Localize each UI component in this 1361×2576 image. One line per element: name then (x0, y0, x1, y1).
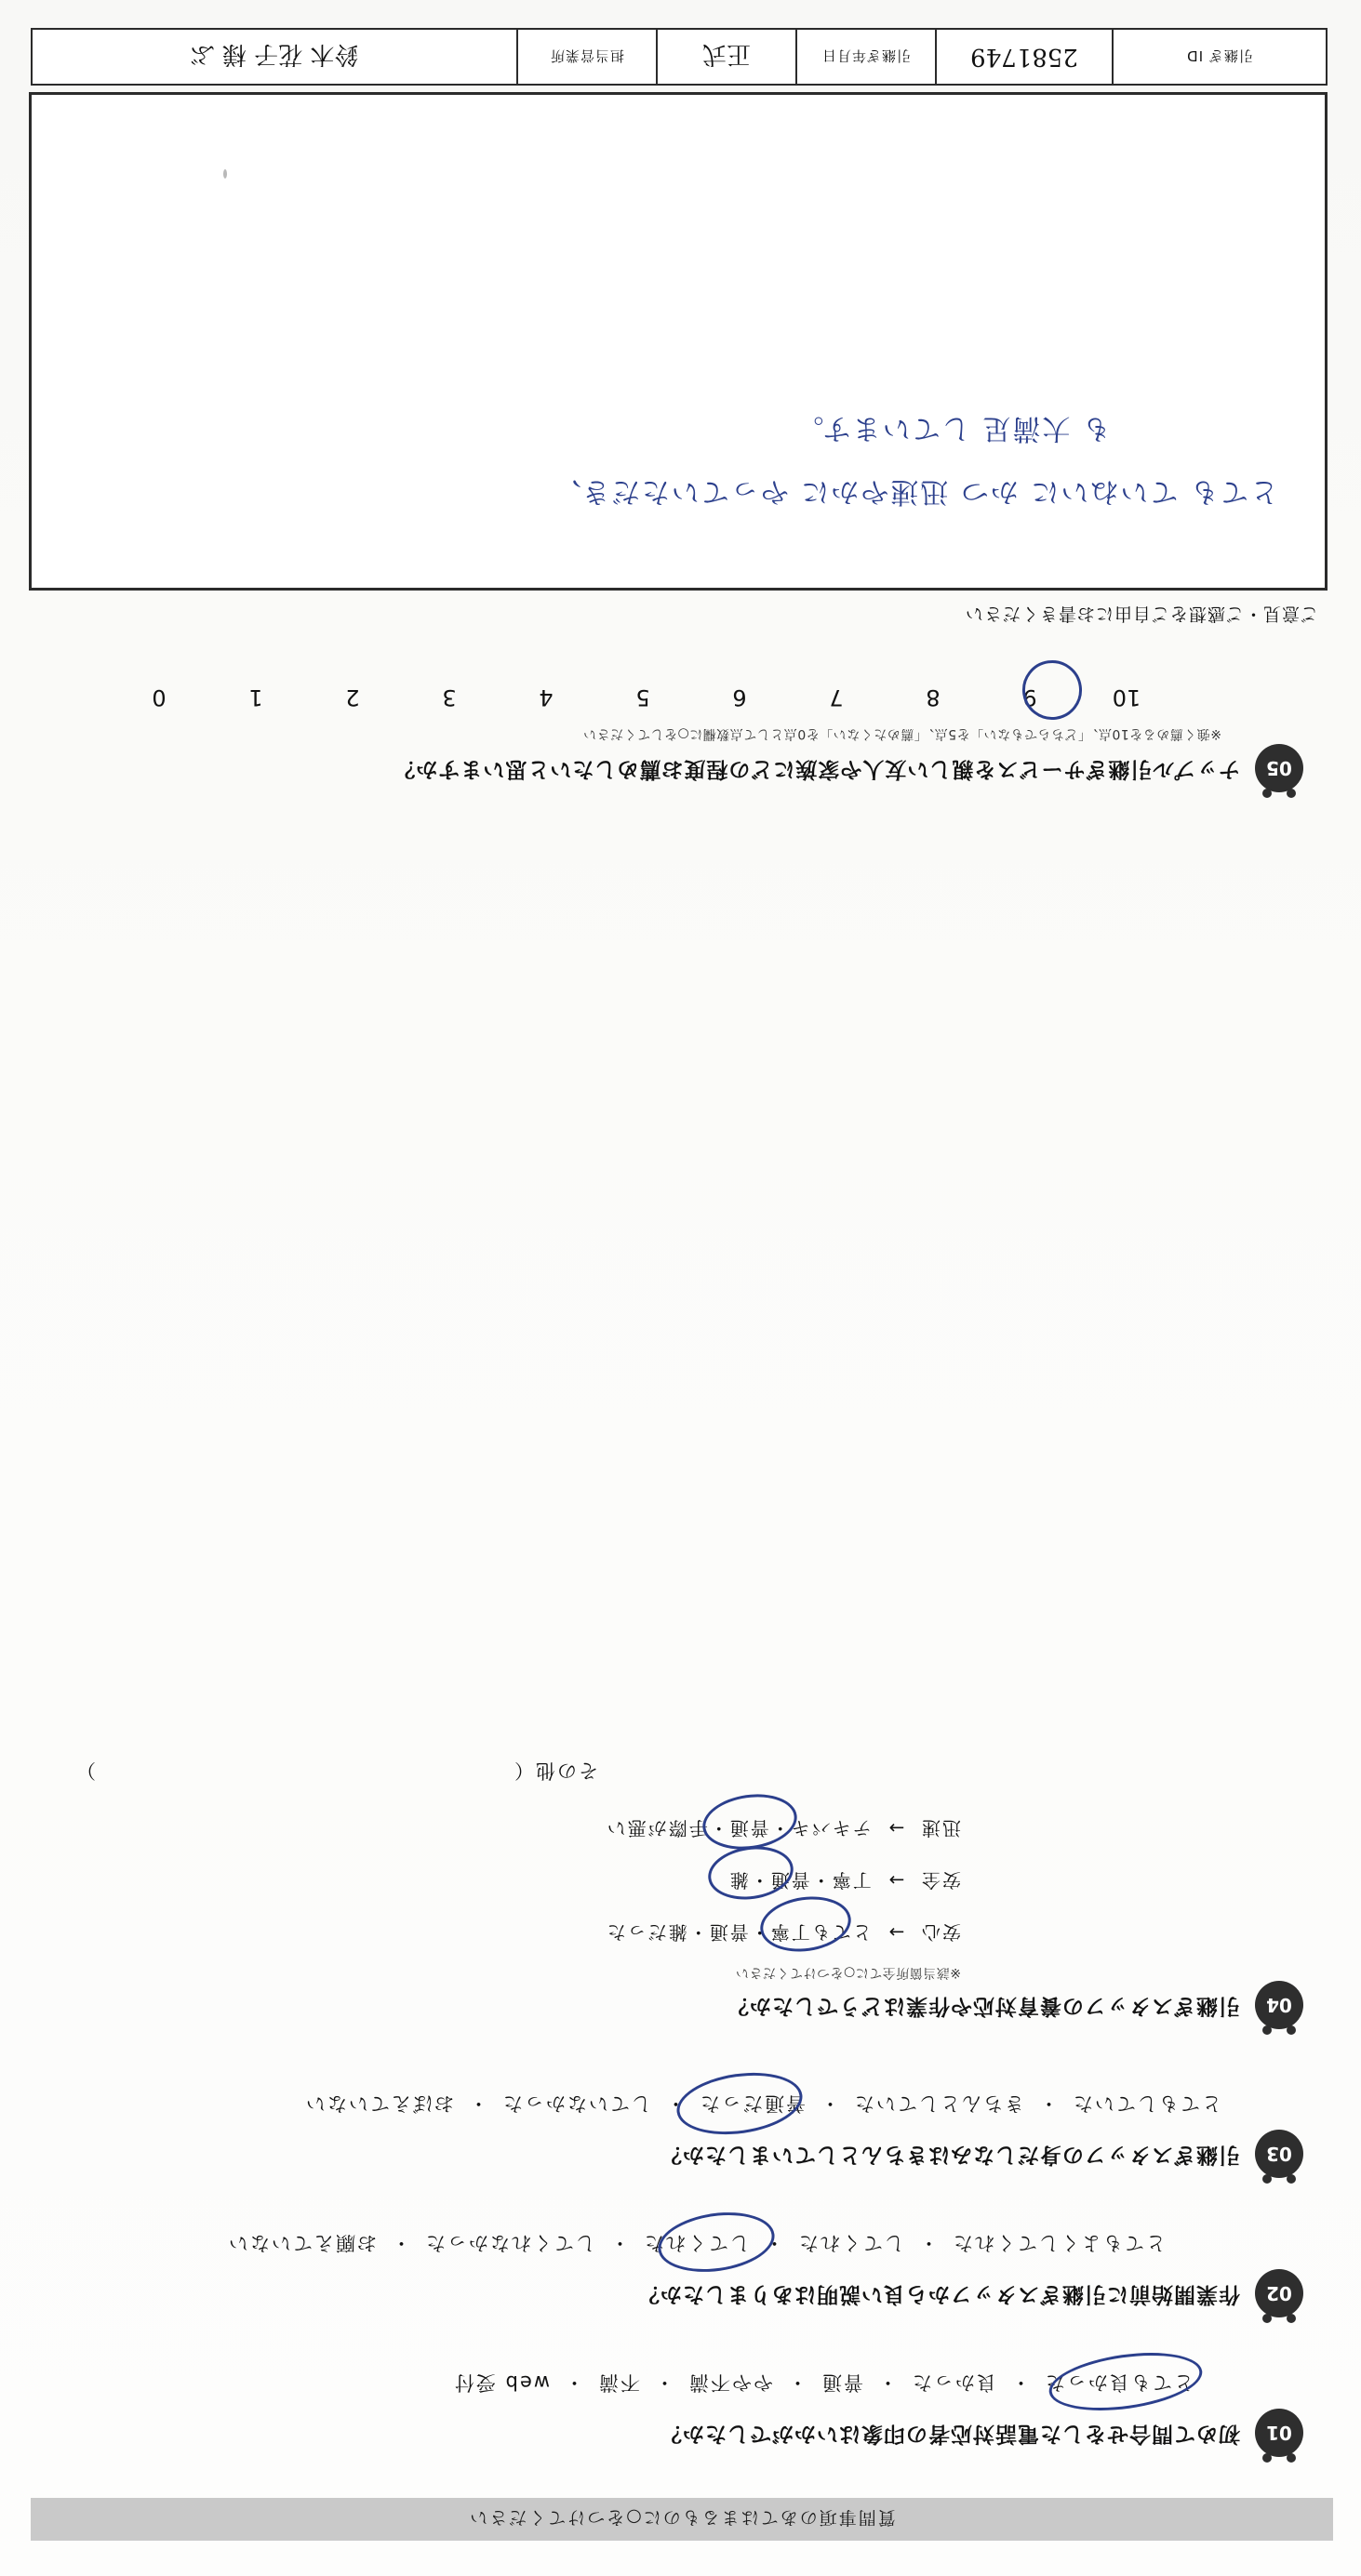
question-04-row-0-option-1[interactable]: 普通 (707, 1921, 749, 1944)
question-02-options: とてもよくしてくれた・してくれた・してくれた・してくれなかった・お願えていない (227, 2232, 1166, 2254)
question-04-row-1-option-1[interactable]: 普通 (768, 1869, 810, 1892)
question-02-badge: 02 (1255, 2269, 1303, 2317)
question-03-option-2[interactable]: 普通だった (699, 2092, 806, 2115)
question-04-note: ※該当箇所全てに○をつけてください (735, 1965, 961, 1980)
question-05-scale-6[interactable]: 6 (732, 684, 747, 710)
question-05-scale-7[interactable]: 7 (829, 684, 844, 710)
question-02-option-1[interactable]: してくれた (797, 2232, 904, 2254)
question-01-option-4[interactable]: 不満 (597, 2371, 640, 2394)
comment-box[interactable] (29, 92, 1328, 591)
question-03-option-4[interactable]: おぼえていない (304, 2092, 454, 2115)
question-03-options: とてもしていた・きちんとしていた・普通だった・していなかった・おぼえていない (304, 2092, 1221, 2115)
question-01-option-3[interactable]: やや不満 (687, 2371, 773, 2394)
question-05-scale-3[interactable]: 3 (442, 684, 457, 710)
question-01-option-1[interactable]: 良かった (911, 2371, 996, 2394)
question-02-text: 作業開始前に引継ぎスタッフから良い説明はありましたか？ (637, 2282, 1240, 2306)
header-type-label: 引継ぎ年月日 (821, 47, 912, 65)
question-04-row-2: 迅速 → テキパキ・普通・手際が悪い (605, 1817, 961, 1839)
question-04-other[interactable] (513, 1758, 598, 1786)
question-04-row-2-option-0[interactable]: テキパキ (789, 1817, 872, 1839)
question-03-option-3[interactable]: していなかった (501, 2092, 651, 2115)
question-01-badge: 01 (1255, 2409, 1303, 2457)
question-01-option-5[interactable]: web 受付 (452, 2371, 550, 2394)
instruction-banner (31, 2498, 1333, 2541)
question-04-row-0: 安心 → とても丁寧・普通・雑だった (605, 1921, 961, 1944)
question-05-badge: 05 (1255, 744, 1303, 792)
question-04-row-2-option-1[interactable]: 普通 (727, 1817, 769, 1839)
header-id-value-cell (935, 30, 1112, 84)
comment-label: ご意見・ご感想をご自由にお書きください (964, 604, 1318, 624)
question-02-option-2[interactable]: してくれた (643, 2232, 750, 2254)
question-04-text: 引継ぎスタッフの養育対応や作業はどうでしたか？ (727, 1994, 1240, 2018)
question-04-row-0-option-0[interactable]: とても丁寧 (768, 1921, 872, 1944)
header-id-label-cell (1112, 30, 1326, 84)
header-name-value: 鈴木 花子 様 ぶ (190, 40, 359, 69)
question-04-row-1-option-0[interactable]: 丁寧 (830, 1869, 872, 1892)
header-type-value-cell (656, 30, 795, 84)
question-05-scale-5[interactable]: 5 (635, 684, 650, 710)
header-office-label-cell (516, 30, 656, 84)
question-03-text: 引継ぎスタッフの身だしなみはきちんとしていましたか？ (660, 2143, 1240, 2167)
question-04-row-0-label: 安心 (920, 1921, 961, 1944)
question-05-note: ※強く薦めるを10点、「どちらでもない」を5点、「薦めたくない」を0点として点数欄に○をしてください (582, 726, 1221, 741)
question-04 (0, 1759, 1361, 2037)
question-04-row-1-label: 安全 (920, 1869, 961, 1892)
header-row (31, 28, 1328, 86)
comment-handwriting-line-2: も 大満足 しています。 (794, 412, 1111, 445)
question-01-options: とても良かった・良かった・普通・やや不満・不満・web 受付 (452, 2371, 1194, 2394)
question-05-scale-2[interactable]: 2 (345, 684, 360, 710)
question-05-scale-8[interactable]: 8 (926, 684, 941, 710)
question-05-text: ナップル引継ぎサービスを親しい友人や家族にどの程度お薦めしたいと思いますか？ (393, 757, 1240, 781)
question-04-row-0-option-2[interactable]: 雑だった (605, 1921, 687, 1944)
question-05-scale-1[interactable]: 1 (248, 684, 263, 710)
question-05-scale-4[interactable]: 4 (539, 684, 554, 710)
header-id-value: 2581749 (970, 43, 1078, 71)
header-name-cell (33, 30, 516, 84)
question-03-option-1[interactable]: きちんとしていた (853, 2092, 1024, 2115)
question-05 (0, 684, 1361, 800)
question-02-option-0[interactable]: とてもよくしてくれた (952, 2232, 1166, 2254)
scan-speck (223, 169, 227, 179)
header-type-value: 正式 (702, 40, 752, 69)
comment-handwriting-line-1: とても ていねいに かつ 迅速やかに やっていただき、 (552, 475, 1278, 508)
question-04-badge: 04 (1255, 1981, 1303, 2029)
instruction-banner-text: 質問事項のあてはまるものに○をつけてください (468, 2507, 896, 2529)
question-05-scale (111, 684, 1175, 710)
question-03-option-0[interactable]: とてもしていた (1072, 2092, 1221, 2115)
question-04-row-2-option-2[interactable]: 手際が悪い (605, 1817, 708, 1839)
question-04-row-1: 安全 → 丁寧・普通・雑 (727, 1869, 961, 1892)
question-04-other-label: その他（ (513, 1759, 598, 1782)
question-01-text: 初めて問合せをした電話対応者の印象はいかがでしたか？ (660, 2422, 1240, 2446)
question-01 (0, 2371, 1361, 2464)
question-02-option-3[interactable]: してくれなかった (424, 2232, 595, 2254)
question-02 (0, 2232, 1361, 2325)
question-05-scale-9[interactable]: 9 (1022, 684, 1037, 710)
question-04-other-close: ） (74, 1759, 96, 1782)
header-type-label-cell (795, 30, 935, 84)
question-04-row-1-option-2[interactable]: 雑 (727, 1869, 749, 1892)
header-id-label: 引継ぎ ID (1186, 47, 1253, 65)
question-01-option-2[interactable]: 普通 (821, 2371, 863, 2394)
question-01-option-0[interactable]: とても良かった (1044, 2371, 1194, 2394)
question-03-badge: 03 (1255, 2130, 1303, 2178)
question-03 (0, 2092, 1361, 2185)
question-02-option-4[interactable]: お願えていない (227, 2232, 377, 2254)
header-office-label: 担当営業所 (550, 47, 625, 65)
question-05-scale-10[interactable]: 10 (1112, 684, 1141, 710)
question-05-scale-0[interactable]: 0 (152, 684, 167, 710)
question-04-row-2-label: 迅速 (920, 1817, 961, 1839)
